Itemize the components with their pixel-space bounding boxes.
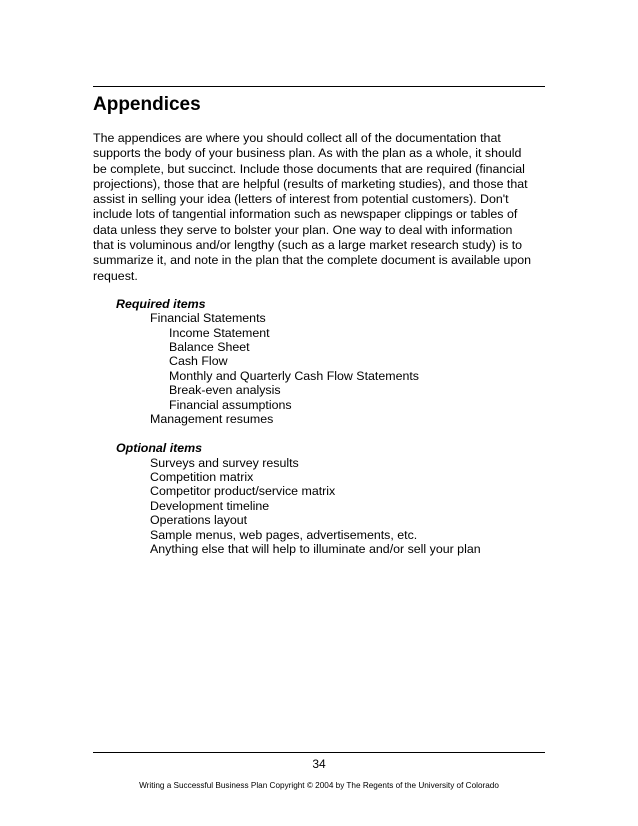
- intro-line: summarize it, and note in the plan that the complete document is available upon: [93, 253, 532, 268]
- copyright-footer: Writing a Successful Business Plan Copyright © 2004 by The Regents of the University of Colorado: [139, 781, 499, 790]
- intro-line: projections), those that are helpful (results of marketing studies), and those that: [93, 176, 528, 191]
- financial-sub-item: Break-even analysis: [169, 383, 281, 397]
- financial-sub-item: Income Statement: [169, 326, 270, 340]
- intro-line: be complete, but succinct. Include those documents that are required (financial: [93, 161, 525, 176]
- optional-item: Development timeline: [150, 499, 270, 513]
- optional-item: Anything else that will help to illuminate and/or sell your plan: [150, 542, 481, 556]
- optional-item: Surveys and survey results: [150, 456, 299, 470]
- intro-line: that is voluminous and/or lengthy (such as a large market research study) is to: [93, 238, 523, 253]
- optional-item: Operations layout: [150, 513, 248, 527]
- intro-line: data unless they serve to bolster your plan. One way to deal with information: [93, 222, 513, 237]
- intro-paragraph: [93, 131, 553, 284]
- optional-items-title: Optional items: [116, 441, 203, 455]
- page-number: 34: [312, 757, 326, 771]
- required-items-title: Required items: [116, 297, 206, 311]
- financial-statements-item: Financial Statements: [150, 311, 266, 325]
- financial-sub-item: Financial assumptions: [169, 398, 292, 412]
- management-resumes-item: Management resumes: [150, 412, 274, 426]
- intro-line: request.: [93, 268, 138, 283]
- intro-line: assist in selling your idea (letters of interest from potential customers). Don't: [93, 192, 509, 207]
- optional-item: Sample menus, web pages, advertisements, etc.: [150, 528, 418, 542]
- intro-line: supports the body of your business plan. As with the plan as a whole, it should: [93, 146, 522, 161]
- intro-line: include lots of tangential information such as newspaper clippings or tables of: [93, 207, 518, 222]
- intro-line: The appendices are where you should collect all of the documentation that: [93, 131, 501, 145]
- financial-sub-item: Balance Sheet: [169, 340, 250, 354]
- financial-sub-item: Cash Flow: [169, 354, 228, 368]
- financial-sub-item: Monthly and Quarterly Cash Flow Statements: [169, 369, 419, 383]
- optional-item: Competitor product/service matrix: [150, 484, 336, 498]
- page-heading: Appendices: [93, 94, 201, 115]
- optional-item: Competition matrix: [150, 470, 254, 484]
- bottom-divider: [93, 752, 545, 753]
- top-divider: [93, 86, 545, 87]
